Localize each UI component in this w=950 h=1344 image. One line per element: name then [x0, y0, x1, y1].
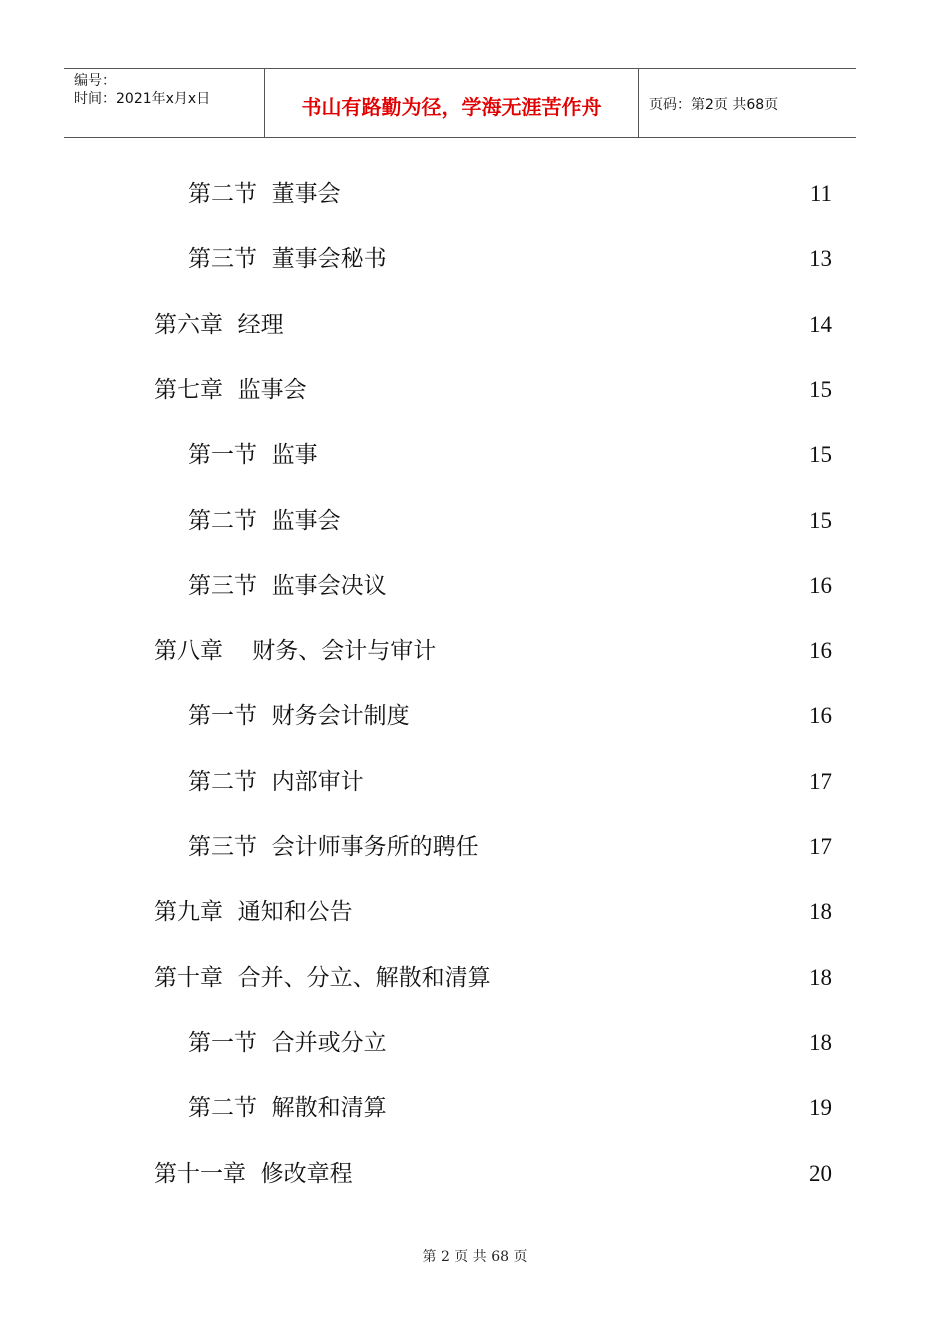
toc-entry-page-number: 13	[809, 246, 832, 272]
toc-entry-page-number: 17	[809, 768, 832, 794]
toc-entry-title: 第三节 监事会决议	[188, 572, 387, 599]
toc-entry-title: 第一节 合并或分立	[188, 1029, 387, 1056]
toc-entry-title: 第二节 监事会	[188, 507, 341, 534]
toc-entry-title: 第十一章 修改章程	[154, 1160, 353, 1187]
toc-entry-page-number: 18	[809, 1029, 832, 1055]
toc-entry-title: 第十章 合并、分立、解散和清算	[154, 964, 491, 991]
serial-number-label: 编号：	[74, 73, 116, 89]
toc-entry-page-number: 16	[809, 638, 832, 664]
toc-section-entry[interactable]	[0, 177, 950, 211]
toc-section-entry[interactable]	[0, 569, 950, 603]
toc-section-entry[interactable]	[0, 242, 950, 276]
toc-entry-page-number: 14	[809, 311, 832, 337]
toc-entry-page-number: 19	[809, 1095, 832, 1121]
toc-entry-page-number: 15	[809, 507, 832, 533]
toc-chapter-entry[interactable]	[0, 961, 950, 995]
time-label: 时间：2021年x月x日	[74, 91, 211, 107]
toc-entry-page-number: 18	[809, 899, 832, 925]
header-motto: 书山有路勤为径，学海无涯苦作舟	[301, 95, 602, 119]
toc-entry-title: 第八章 财务、会计与审计	[154, 638, 437, 665]
toc-entry-page-number: 20	[809, 1160, 832, 1186]
header-meta-cell	[64, 69, 265, 137]
toc-entry-title: 第二节 董事会	[188, 181, 341, 207]
toc-section-entry[interactable]	[0, 1091, 950, 1125]
page-footer: 第 2 页 共 68 页	[422, 1249, 528, 1265]
header-page-info: 页码：第2页 共68页	[649, 97, 779, 113]
header-page-cell	[639, 69, 856, 137]
toc-entry-title: 第二节 内部审计	[188, 768, 364, 795]
page-header	[64, 68, 856, 138]
toc-section-entry[interactable]	[0, 438, 950, 472]
toc-entry-title: 第三节 会计师事务所的聘任	[188, 834, 479, 860]
toc-entry-title: 第二节 解散和清算	[188, 1095, 387, 1122]
toc-chapter-entry[interactable]	[0, 895, 950, 929]
toc-entry-page-number: 18	[809, 964, 832, 990]
toc-section-entry[interactable]	[0, 830, 950, 864]
toc-entry-title: 第六章 经理	[154, 311, 284, 338]
toc-chapter-entry[interactable]	[0, 1157, 950, 1191]
toc-entry-title: 第七章 监事会	[154, 376, 307, 403]
toc-entry-page-number: 11	[809, 181, 832, 206]
toc-section-entry[interactable]	[0, 699, 950, 733]
toc-entry-title: 第一节 财务会计制度	[188, 703, 410, 730]
toc-section-entry[interactable]	[0, 1026, 950, 1060]
toc-entry-title: 第一节 监事	[188, 442, 318, 469]
toc-chapter-entry[interactable]	[0, 308, 950, 342]
toc-chapter-entry[interactable]	[0, 373, 950, 407]
toc-entry-page-number: 16	[809, 572, 832, 598]
toc-entry-page-number: 15	[809, 442, 832, 468]
toc-entry-title: 第三节 董事会秘书	[188, 246, 387, 273]
toc-entry-title: 第九章 通知和公告	[154, 899, 353, 926]
header-motto-cell	[265, 69, 639, 137]
toc-entry-page-number: 16	[809, 703, 832, 729]
toc-entry-page-number: 15	[809, 376, 832, 402]
toc-section-entry[interactable]	[0, 504, 950, 538]
toc-chapter-entry[interactable]	[0, 634, 950, 668]
toc-entry-page-number: 17	[809, 834, 832, 859]
toc-section-entry[interactable]	[0, 765, 950, 799]
